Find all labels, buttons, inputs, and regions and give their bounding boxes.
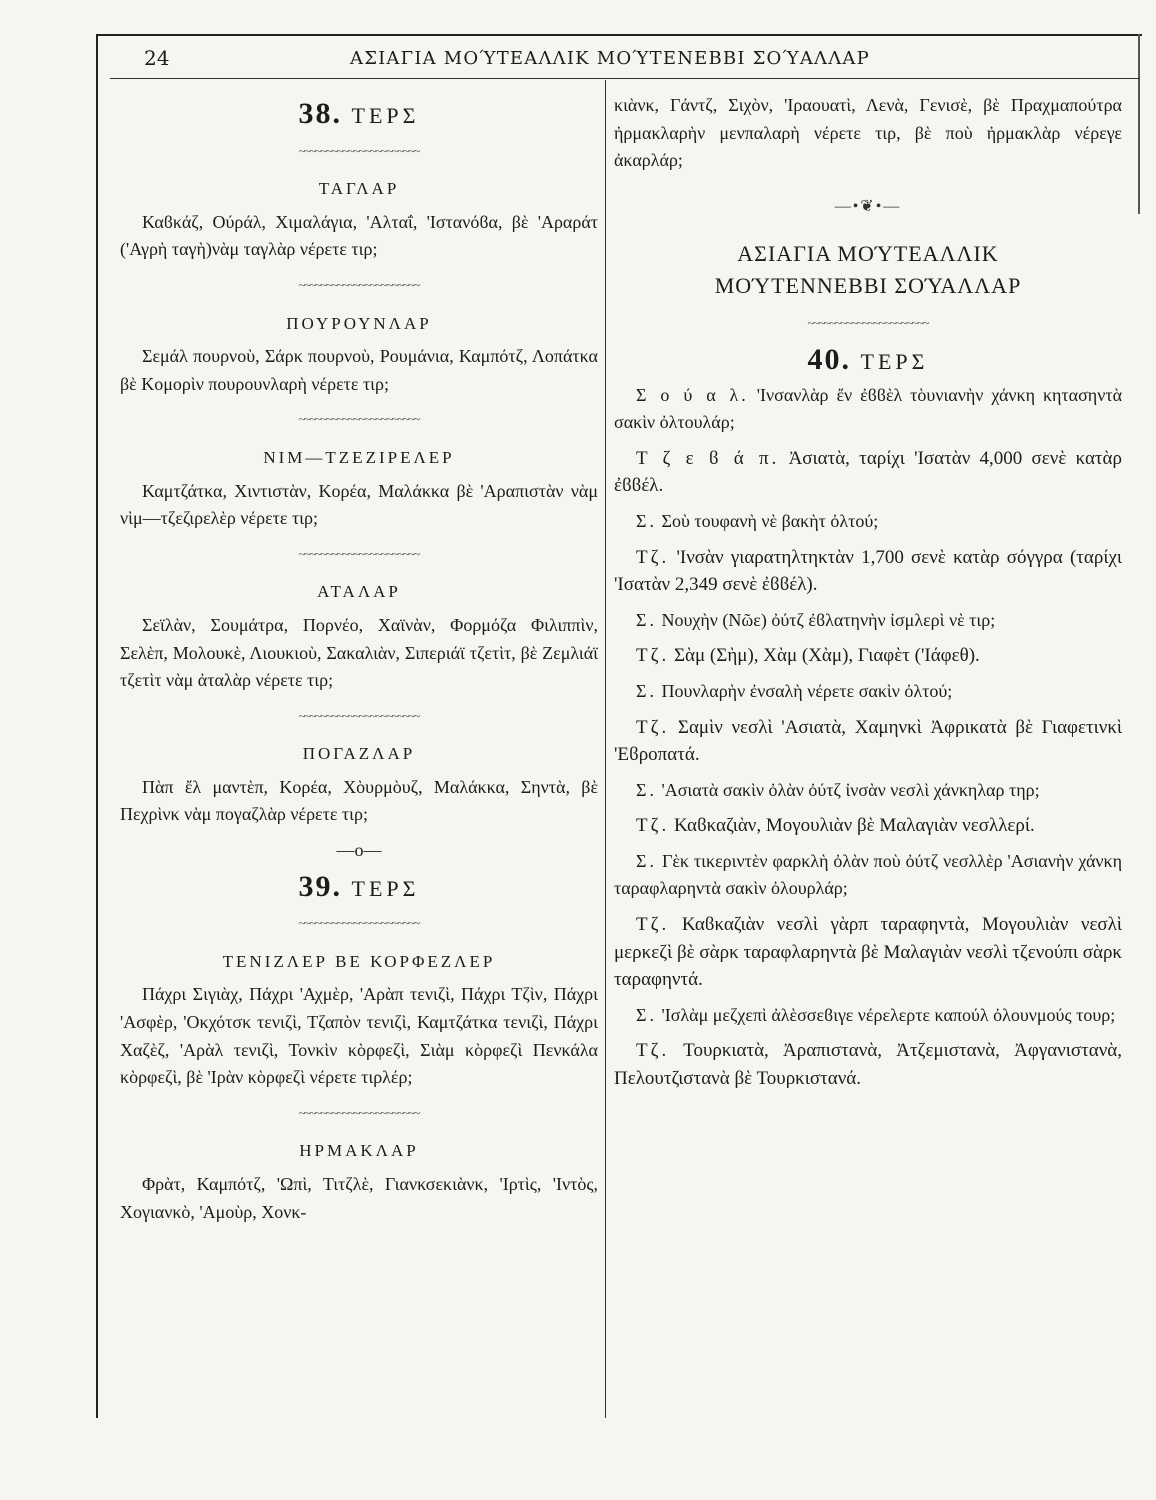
dialogue-text: 'Ινσὰν γιαρατηλτηκτὰν 1,700 σενὲ κατὰρ σόγγρα (ταρίχι 'Ισατὰν 2,349 σενὲ ἐϐϐέλ).: [614, 546, 1122, 596]
lesson-40-heading: [614, 342, 1122, 376]
dialogue-speaker: Σ.: [636, 510, 657, 531]
section-title: ΝΙΜ—ΤΖΕΖΙΡΕΛΕΡ: [263, 447, 455, 467]
dialogue-speaker: Σ.: [636, 1004, 657, 1025]
dialogue-speaker: Σ.: [636, 850, 657, 871]
dialogue-line: [614, 544, 1122, 599]
dialogue-text: Πουνλαρὴν ἐνσαλὴ νέρετε σακὶν ὀλτού;: [661, 680, 953, 701]
lesson-38-heading: [120, 97, 598, 130]
dialogue-text: Ἀσιατὰ, ταρίχι 'Ισατὰν 4,000 σενὲ κατὰρ ἐϐϐέλ.: [614, 447, 1122, 497]
continuation-text: κιὰνκ, Γάντζ, Σιχὸν, 'Ιραουατὶ, Λενὰ, Γενισὲ, βὲ Πραχμαπούτρα ἠρμακλαρὴν μενπαλαρὴ νέρετε τιρ, βὲ ποὺ ἠρμακλὰρ νέρεγε ἀκαρλάρ;: [614, 95, 1122, 171]
separator-o: —ο—: [336, 840, 382, 861]
lesson-number: 40.: [807, 342, 852, 376]
ornament-rule: ~~~~~~~~~~~~~~~~~~~~~~: [298, 916, 420, 931]
lesson-number: 38.: [298, 97, 343, 130]
dialogue-line: [614, 848, 1122, 903]
dialogue-line: [614, 382, 1122, 437]
page-header: [110, 46, 1130, 72]
dialogue-text: Σαμὶν νεσλὶ 'Ασιατὰ, Χαμηνκὶ Ἀφρικατὰ βὲ Γιαφετινκὶ 'Εϐροπατά.: [614, 716, 1123, 766]
dialogue-line: [614, 445, 1122, 500]
dialogue-speaker: Τζ.: [636, 815, 670, 837]
dialogue-line: [614, 714, 1122, 769]
dialogue-line: [614, 642, 1122, 670]
page-frame-right: [1138, 34, 1140, 214]
dialogue-speaker: Σ.: [636, 609, 657, 630]
dialogue-speaker: Σ.: [636, 680, 657, 701]
running-title: ΑΣΙΑΓΙΑ ΜΟΎΤΕΑΛΛΙΚ ΜΟΎΤΕΝΕΒΒΙ ΣΟΎΑΛΛΑΡ: [350, 48, 870, 69]
ornament-rule: ~~~~~~~~~~~~~~~~~~~~~~: [298, 708, 420, 723]
section-text: Πὰπ ἔλ μαντὲπ, Κορέα, Χὸυρμὸυζ, Μαλάκκα, Σηντὰ, βὲ Πεχρὶνκ νὰμ πογαζλὰρ νέρετε τιρ;: [120, 776, 598, 825]
dialogue-speaker: Τζ.: [636, 546, 670, 568]
dialogue-line: [614, 777, 1122, 805]
chapter-title: [614, 238, 1122, 302]
ornament-rule: ~~~~~~~~~~~~~~~~~~~~~~: [298, 546, 420, 561]
ornament-rule: ~~~~~~~~~~~~~~~~~~~~~~: [298, 277, 420, 292]
section-text: Σεϊλὰν, Σουμάτρα, Πορνέο, Χαϊνὰν, Φορμόζα Φιλιππὶν, Σελὲπ, Μολουκὲ, Λιουκιοὺ, Σακαλιὰν, Σιπεριάϊ τζετὶτ, βὲ Ζεμλιάϊ τζετὶτ νὰμ ἀταλὰρ νέρετε τιρ;: [120, 614, 598, 691]
dialogue-text: 'Ινσανλὰρ ἔν ἐϐϐὲλ τὸυνιανὴν χάνκη κητασηντὰ σακὶν ὀλτουλάρ;: [614, 384, 1123, 433]
dialogue-speaker: Τζ.: [636, 914, 670, 936]
chapter-title-line: ΑΣΙΑΓΙΑ ΜΟΎΤΕΑΛΛΙΚ: [737, 241, 999, 267]
dialogue-line: [614, 911, 1122, 994]
section-text: Καϐκάζ, Ούράλ, Χιμαλάγια, 'Αλταΐ, 'Ιστανόϐα, βὲ 'Αραράτ ('Αγρὴ ταγὴ)νὰμ ταγλὰρ νέρετε τιρ;: [120, 211, 598, 260]
dialogue-line: [614, 812, 1122, 840]
header-rule: [110, 78, 1140, 79]
dialogue-speaker: Τζ.: [636, 645, 670, 667]
dialogue-line: [614, 607, 1122, 635]
dialogue-text: Καϐκαζιὰν νεσλὶ γὰρπ ταραφηντὰ, Μογουλιὰν νεσλὶ μερκεζὶ βὲ σὰρκ ταραφλαρηντὰ βὲ Μαλαγιὰν νεσλὶ τζενούπι σὰρκ ταραφηντά.: [614, 914, 1122, 991]
dialogue-text: Νουχὴν (Νῶε) ὀύτζ ἐϐλατηνὴν ἰσμλερὶ νὲ τιρ;: [661, 609, 996, 630]
dialogue-text: 'Ασιατὰ σακὶν ὀλὰν ὀύτζ ἰνσὰν νεσλὶ χάνκηλαρ τηρ;: [661, 779, 1040, 800]
dialogue-line: [614, 1002, 1122, 1030]
lesson-number: 39.: [298, 869, 343, 903]
dialogue-line: [614, 678, 1122, 706]
dialogue-speaker: Τζ.: [636, 1040, 670, 1062]
section-text: Σεμάλ πουρνοὺ, Σάρκ πουρνοὺ, Ρουμάνια, Καμπότζ, Λοπάτκα βὲ Κομορὶν πουρουνλαρὴ νέρετε τιρ;: [120, 346, 598, 394]
section-title: ΤΑΓΛΑΡ: [318, 179, 400, 199]
ornament-rule: ~~~~~~~~~~~~~~~~~~~~~~: [807, 316, 929, 331]
lesson-label: ΤΕΡΣ: [860, 348, 929, 374]
dialogue-text: 'Ισλὰμ μεζχεπὶ ἀλὲσσεϐιγε νέρελερτε καπούλ ὀλουνμούς τουρ;: [661, 1004, 1116, 1025]
section-title: ΗΡΜΑΚΛΑΡ: [299, 1141, 419, 1161]
ornament-rule: ~~~~~~~~~~~~~~~~~~~~~~: [298, 412, 420, 427]
dialogue-speaker: Σ ο ύ α λ.: [636, 384, 749, 405]
dialogue-text: Σὰμ (Σὴμ), Χὰμ (Χὰμ), Γιαφὲτ ('Ιάφεθ).: [673, 645, 980, 667]
section-text: Πάχρι Σιγιὰχ, Πάχρι 'Αχμὲρ, 'Αρὰπ τενιζὶ, Πάχρι Τζὶν, Πάχρι 'Ασφὲρ, 'Οκχότσκ τενιζὶ, Τζαπὸν τενιζὶ, Καμτζάτκα τενιζὶ, Πάχρι Χαζὲζ, 'Αρὰλ τενιζὶ, Τονκὶν κὸρφεζὶ, Σιὰμ κὸρφεζὶ Πενκάλα κὸρφεζὶ, βὲ 'Ιρὰν κὸρφεζὶ νέρετε τιρλέρ;: [120, 984, 598, 1088]
dialogue-speaker: Σ.: [636, 779, 657, 800]
section-title: ΠΟΓΑΖΛΑΡ: [302, 744, 416, 764]
dialogue-line: [614, 1037, 1122, 1092]
section-text: Καμτζάτκα, Χιντιστὰν, Κορέα, Μαλάκκα βὲ 'Αραπιστὰν νὰμ νὶμ—τζεζιρελὲρ νέρετε τιρ;: [120, 480, 598, 529]
section-title: ΤΕΝΙΖΛΕΡ ΒΕ ΚΟΡΦΕΖΛΕΡ: [222, 951, 496, 971]
dialogue-speaker: Τζ.: [636, 716, 670, 738]
right-column: [614, 92, 1122, 1101]
dialogue-text: Τουρκιατὰ, Ἀραπιστανὰ, Ἀτζεμιστανὰ, Ἀφγανιστανὰ, Πελουτζιστανὰ βὲ Τουρκιστανά.: [614, 1040, 1122, 1090]
section-title: ΑΤΑΛΑΡ: [317, 582, 401, 602]
section-text: Φρὰτ, Καμπότζ, 'Ωπὶ, Τιτζλὲ, Γιανκσεκιὰνκ, 'Ιρτὶς, 'Ιντὸς, Χογιανκὸ, 'Αμοὺρ, Χονκ-: [120, 1174, 598, 1222]
dialogue-text: Γὲκ τικεριντὲν φαρκλὴ ὀλὰν ποὺ ὀύτζ νεσλλὲρ 'Ασιανὴν χάνκη ταραφλαρηντὰ σακὶν ὀλουρλάρ;: [614, 850, 1123, 899]
chapter-title-line: ΜΟΎΤΕΝΝΕΒΒΙ ΣΟΎΑΛΛΑΡ: [714, 273, 1022, 299]
dialogue-line: [614, 508, 1122, 536]
ornament-rule: ~~~~~~~~~~~~~~~~~~~~~~: [298, 143, 420, 158]
lesson-label: ΤΕΡΣ: [351, 103, 420, 128]
dialogue-text: Σοὺ τουφανὴ νὲ βακὴτ ὀλτού;: [661, 510, 879, 531]
dialogue-text: Καϐκαζιὰν, Μογουλιὰν βὲ Μαλαγιὰν νεσλλερί.: [673, 815, 1035, 837]
page-number: 24: [144, 46, 170, 70]
dialogue-speaker: Τ ζ ε ϐ ά π.: [636, 447, 780, 469]
lesson-39-heading: [120, 869, 598, 903]
flourish-ornament: —•❦•—: [834, 197, 902, 215]
ornament-rule: ~~~~~~~~~~~~~~~~~~~~~~: [298, 1105, 420, 1120]
left-column: [120, 92, 598, 1230]
section-title: ΠΟΥΡΟΥΝΛΑΡ: [286, 313, 432, 333]
lesson-label: ΤΕΡΣ: [351, 875, 420, 901]
column-divider: [605, 80, 606, 1418]
